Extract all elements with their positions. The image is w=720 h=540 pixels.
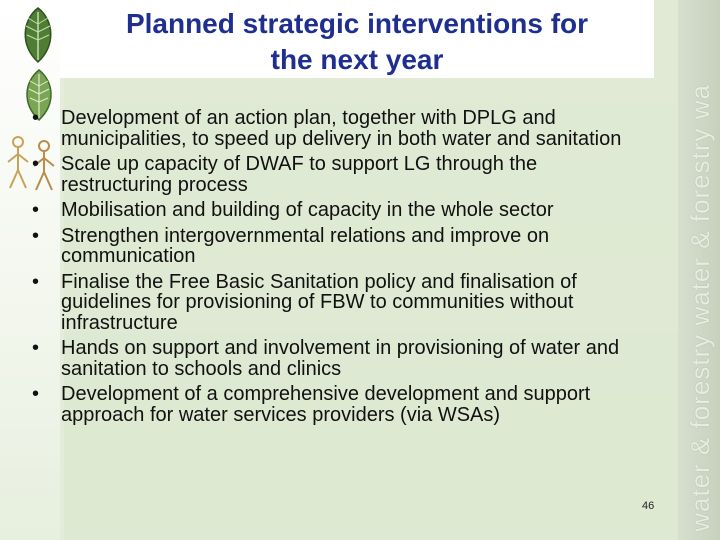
bullet-text: Hands on support and involvement in provisioning of water and sanitation to schools and clinics bbox=[61, 337, 620, 380]
bullet-marker: • bbox=[32, 383, 40, 405]
bullet-item bbox=[32, 154, 652, 195]
bullet-marker: • bbox=[32, 107, 40, 129]
bullet-marker: • bbox=[32, 153, 40, 175]
bullet-text: Strengthen intergovernmental relations and improve on communication bbox=[61, 224, 550, 267]
bullet-marker: • bbox=[32, 224, 40, 247]
title-line: the next year bbox=[270, 44, 444, 75]
title-line: Planned strategic interventions for bbox=[125, 8, 589, 39]
bullet-item bbox=[32, 226, 652, 267]
bullet-marker: • bbox=[32, 337, 40, 359]
bullet-text: Scale up capacity of DWAF to support LG through the restructuring process bbox=[61, 153, 538, 196]
bullet-marker: • bbox=[32, 199, 40, 221]
right-brand-band bbox=[678, 0, 720, 540]
bullet-text: Development of an action plan, together with DPLG and municipalities, to speed up delivery in both water and sanitation bbox=[61, 107, 622, 150]
bullet-text: Finalise the Free Basic Sanitation policy and finalisation of guidelines for provisioning of FBW to communities without infrastructure bbox=[61, 270, 577, 334]
bullet-item bbox=[32, 108, 652, 149]
leaf-icon bbox=[18, 6, 58, 64]
bullet-item bbox=[32, 338, 652, 379]
bullet-text: Mobilisation and building of capacity in the whole sector bbox=[61, 199, 554, 221]
bullet-item bbox=[32, 200, 652, 221]
brand-side-text: water & forestry water & forestry wa bbox=[685, 84, 715, 532]
bullet-item bbox=[32, 384, 652, 425]
slide-number: 46 bbox=[642, 500, 655, 512]
bullet-marker: • bbox=[32, 270, 40, 293]
bullet-text: Development of a comprehensive development and support approach for water services providers (via WSAs) bbox=[61, 383, 591, 426]
slide-title bbox=[60, 6, 654, 78]
bullet-item bbox=[32, 272, 652, 334]
bullet-list bbox=[32, 108, 652, 430]
